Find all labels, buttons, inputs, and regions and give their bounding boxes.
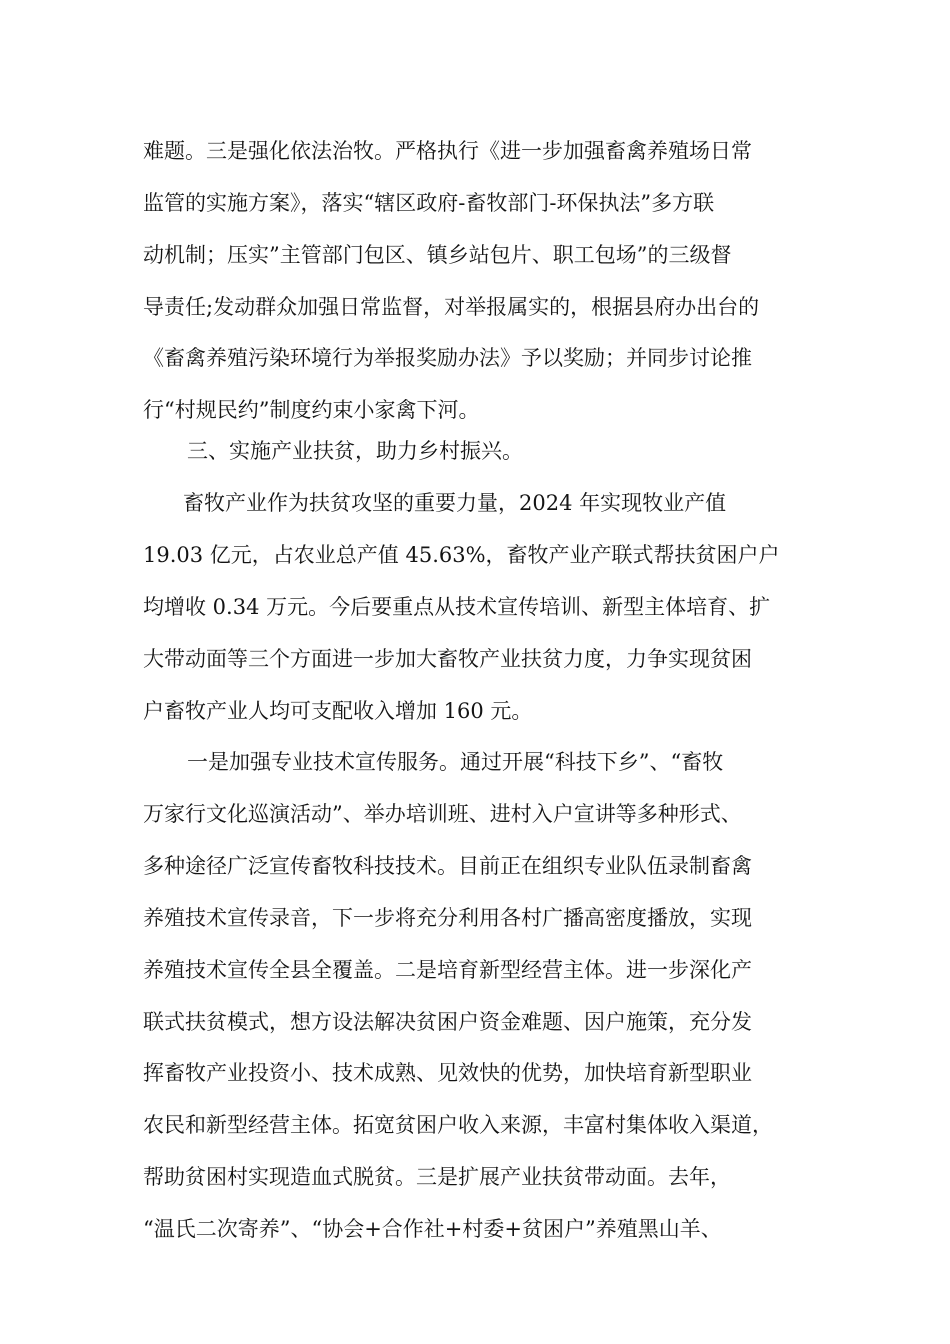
paragraph-line: 多种途径广泛宣传畜牧科技技术。目前正在组织专业队伍录制畜禽: [143, 854, 752, 878]
paragraph-line: 养殖技术宣传全县全覆盖。二是培育新型经营主体。进一步深化产: [143, 958, 752, 982]
paragraph-line: 导责任;发动群众加强日常监督，对举报属实的，根据县府办出台的: [143, 295, 760, 319]
paragraph-line: 户畜牧产业人均可支配收入增加 160 元。: [143, 699, 533, 723]
paragraph-line: 帮助贫困村实现造血式脱贫。三是扩展产业扶贫带动面。去年，: [143, 1165, 731, 1189]
paragraph-line: 均增收 0.34 万元。今后要重点从技术宣传培训、新型主体培育、扩: [143, 595, 771, 619]
paragraph-line: 难题。三是强化依法治牧。严格执行《进一步加强畜禽养殖场日常: [143, 139, 752, 163]
paragraph-line: 监管的实施方案》，落实“辖区政府-畜牧部门-环保执法”多方联: [143, 191, 715, 215]
paragraph-line: 动机制；压实”主管部门包区、镇乡站包片、职工包场”的三级督: [143, 243, 732, 267]
paragraph-line: 畜牧产业作为扶贫攻坚的重要力量，2024 年实现牧业产值: [183, 491, 727, 515]
paragraph-line: 一是加强专业技术宣传服务。通过开展“科技下乡”、“畜牧: [187, 750, 724, 774]
paragraph-line: 19.03 亿元，占农业总产值 45.63%，畜牧产业产联式帮扶贫困户户: [143, 543, 780, 567]
paragraph-line: 联式扶贫模式，想方设法解决贫困户资金难题、因户施策，充分发: [143, 1010, 752, 1034]
paragraph-line: 农民和新型经营主体。拓宽贫困户收入来源，丰富村集体收入渠道，: [143, 1113, 773, 1137]
paragraph-line: 行“村规民约”制度约束小家禽下河。: [143, 398, 480, 422]
paragraph-line: 大带动面等三个方面进一步加大畜牧产业扶贫力度，力争实现贫困: [143, 647, 752, 671]
section-heading: 三、实施产业扶贫，助力乡村振兴。: [187, 439, 523, 463]
paragraph-line: 挥畜牧产业投资小、技术成熟、见效快的优势，加快培育新型职业: [143, 1061, 752, 1085]
paragraph-line: 万家行文化巡演活动”、举办培训班、进村入户宣讲等多种形式、: [143, 802, 742, 826]
paragraph-line: “温氏二次寄养”、“协会+合作社+村委+贫困户”养殖黑山羊、: [143, 1217, 722, 1241]
paragraph-line: 《畜禽养殖污染环境行为举报奖励办法》予以奖励；并同步讨论推: [143, 346, 752, 370]
paragraph-line: 养殖技术宣传录音，下一步将充分利用各村广播高密度播放，实现: [143, 906, 752, 930]
